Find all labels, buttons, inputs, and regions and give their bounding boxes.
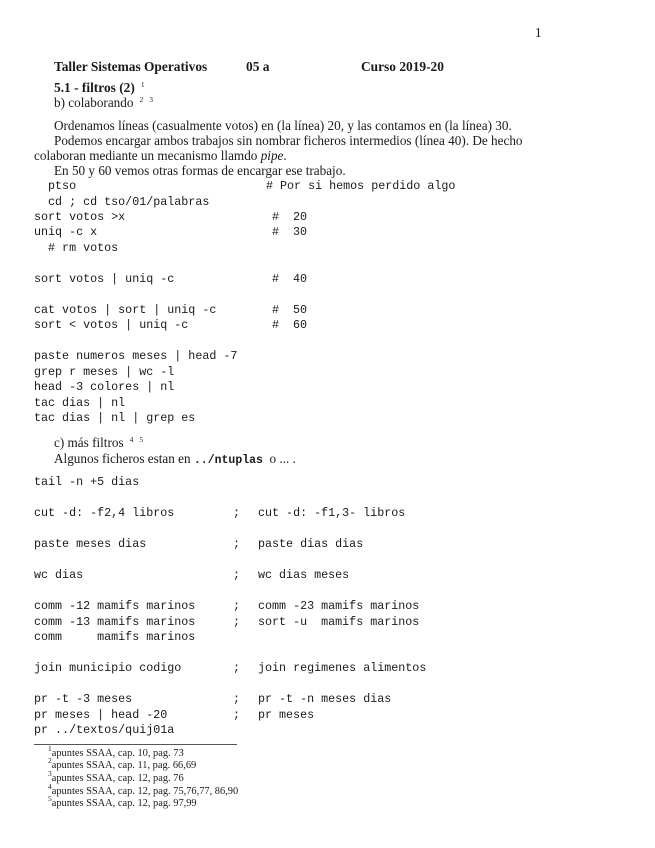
code-line: sort < votos | uniq -c — [34, 318, 189, 332]
footnote-divider — [34, 744, 237, 745]
code-line-left: pr ../textos/quij01a — [34, 723, 175, 737]
code-comment: # 40 — [272, 272, 308, 286]
code-line: sort votos | uniq -c — [34, 272, 175, 286]
code-line-right: paste dias dias — [258, 537, 364, 551]
lesson-number: 05 a — [246, 59, 270, 74]
footnote: $^5$apuntes SSAA, cap. 12, pag. 97,99 — [48, 794, 197, 809]
code-line-right: wc dias meses — [258, 568, 350, 582]
code-comment: # 20 — [272, 210, 308, 224]
pipe-term: pipe — [260, 148, 284, 163]
course-title: Taller Sistemas Operativos — [54, 59, 208, 74]
code-line: tail -n +5 dias — [34, 475, 140, 489]
code-line-left: paste meses dias — [34, 537, 147, 551]
code-line: head -3 colores | nl — [34, 380, 175, 394]
code-line: tac dias | nl | grep es — [34, 411, 196, 425]
code-line-right: pr -t -n meses dias — [258, 692, 392, 706]
code-line-right: cut -d: -f1,3- libros — [258, 506, 406, 520]
footnote: $^3$apuntes SSAA, cap. 12, pag. 76 — [48, 769, 184, 784]
code-line: # rm votos — [34, 241, 119, 255]
code-line: grep r meses | wc -l — [34, 365, 175, 379]
code-comment: # Por si hemos perdido algo — [266, 179, 456, 193]
page-number: 1 — [535, 25, 542, 40]
footnote: $^4$apuntes SSAA, cap. 12, pag. 75,76,77, 86,90 — [48, 782, 239, 797]
code-line-left: wc dias — [34, 568, 84, 582]
code-line-right: join regimenes alimentos — [258, 661, 427, 675]
code-line-left: join municipio codigo — [34, 661, 182, 675]
subsection-c-title: c) más filtros $^4$ $^5$ — [54, 435, 144, 450]
code-separator: ; — [233, 661, 241, 675]
code-line: cat votos | sort | uniq -c — [34, 303, 217, 317]
code-line-left: comm -12 mamifs marinos — [34, 599, 196, 613]
footnote-ref[interactable]: 5 — [139, 435, 144, 444]
code-separator: ; — [233, 506, 241, 520]
footnote-ref[interactable]: 3 — [149, 95, 153, 104]
subsection-b-title: b) colaborando $^2$ $^3$ — [54, 95, 153, 110]
code-line-left: pr meses | head -20 — [34, 708, 168, 722]
footnote: $^1$apuntes SSAA, cap. 10, pag. 73 — [48, 744, 184, 759]
course-year: Curso 2019-20 — [361, 59, 444, 74]
code-line: cd ; cd tso/01/palabras — [34, 195, 210, 209]
code-line-left: cut -d: -f2,4 libros — [34, 506, 175, 520]
code-separator: ; — [233, 692, 241, 706]
code-line: ptso — [34, 179, 77, 193]
code-separator: ; — [233, 708, 241, 722]
code-line-right: pr meses — [258, 708, 315, 722]
code-line: paste numeros meses | head -7 — [34, 349, 238, 363]
code-separator: ; — [233, 568, 241, 582]
code-separator: ; — [233, 537, 241, 551]
footnote-ref[interactable]: 2 — [139, 95, 144, 104]
code-line-right: comm -23 mamifs marinos — [258, 599, 420, 613]
code-line-left: pr -t -3 meses — [34, 692, 133, 706]
code-comment: # 50 — [272, 303, 308, 317]
paragraph-line: Ordenamos líneas (casualmente votos) en (la línea) 20, y las contamos en (la línea) 30. — [54, 118, 512, 133]
section-title: 5.1 - filtros (2) $^1$ — [54, 80, 145, 95]
code-separator: ; — [233, 615, 241, 629]
subsection-c-text: Algunos ficheros estan en ../ntuplas o ... . — [54, 451, 296, 467]
code-line-left: comm -13 mamifs marinos — [34, 615, 196, 629]
footnote-ref[interactable]: 4 — [129, 435, 134, 444]
footnote-ref[interactable]: 1 — [140, 80, 145, 89]
code-line: sort votos >x — [34, 210, 126, 224]
code-line-left: comm mamifs marinos — [34, 630, 196, 644]
paragraph-line: En 50 y 60 vemos otras formas de encargar ese trabajo. — [54, 163, 346, 178]
paragraph-line: Podemos encargar ambos trabajos sin nombrar ficheros intermedios (línea 40). De hecho — [54, 133, 523, 148]
code-comment: # 30 — [272, 225, 308, 239]
footnote: $^2$apuntes SSAA, cap. 11, pag. 66,69 — [48, 756, 197, 771]
paragraph-line: colaboran mediante un mecanismo llamdo pipe. — [34, 148, 287, 163]
code-line: uniq -c x — [34, 225, 98, 239]
code-line: tac dias | nl — [34, 396, 126, 410]
code-separator: ; — [233, 599, 241, 613]
path-code: ../ntuplas — [193, 454, 263, 467]
code-line-right: sort -u mamifs marinos — [258, 615, 420, 629]
code-comment: # 60 — [272, 318, 308, 332]
